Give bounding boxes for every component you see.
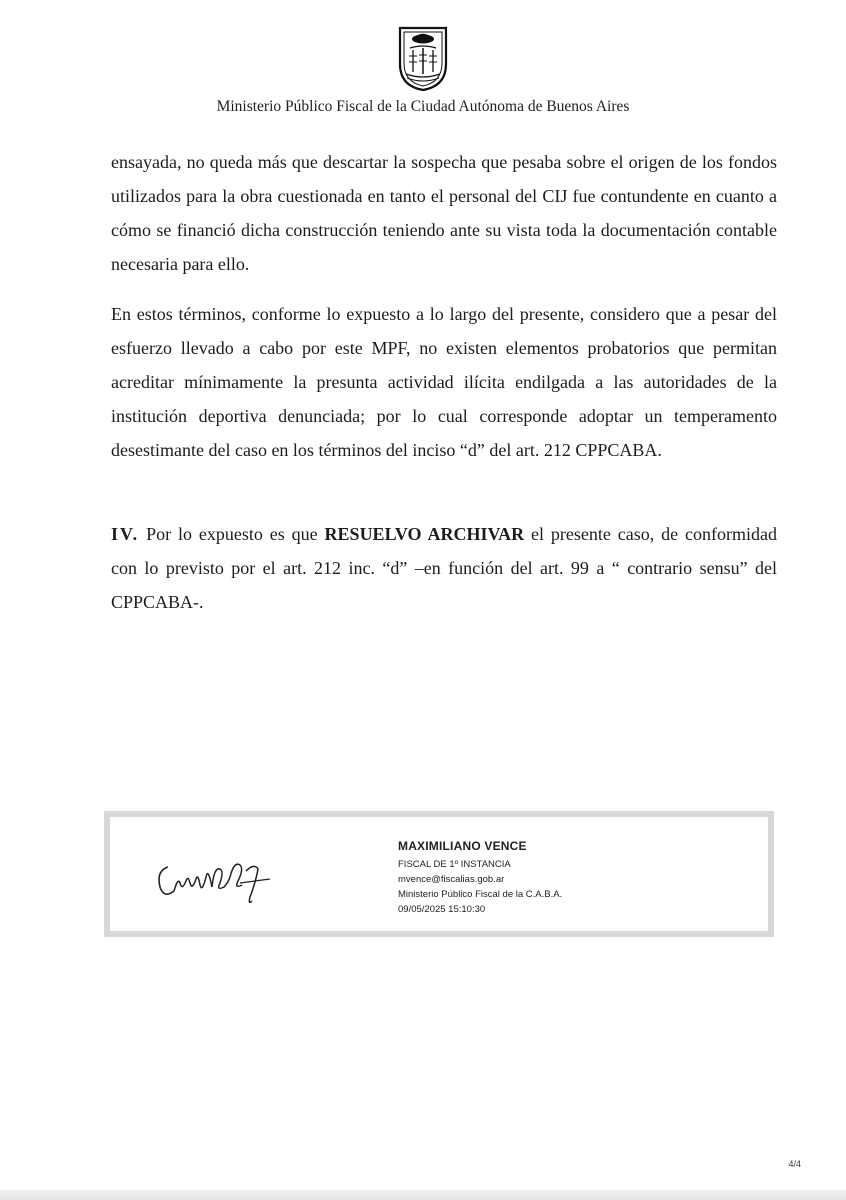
header-institution-title: Ministerio Público Fiscal de la Ciudad Autónoma de Buenos Aires <box>216 98 630 115</box>
body-paragraph-2: En estos términos, conforme lo expuesto a lo largo del presente, considero que a pesar del esfuerzo llevado a cabo por este MPF, no existen elementos probatorios que permitan acreditar mínimamente la presunta actividad ilícita endilgada a las autoridades de la institución deportiva denunciada; por lo cual corresponde adoptar un temperamento desestimante del caso en los términos del inciso “d” del art. 212 CPPCABA. <box>111 304 777 460</box>
handwritten-signature-icon <box>154 847 282 909</box>
coat-of-arms-icon <box>396 26 450 92</box>
digital-signature-box <box>104 811 774 937</box>
signer-details <box>398 839 562 917</box>
body-paragraph-3 <box>111 517 777 619</box>
resolution-intro: Por lo expuesto es que <box>146 524 318 544</box>
resolution-text: el presente caso, de conformidad con lo previsto por el art. 212 inc. “d” –en función del art. 99 a “ contrario sensu” del CPPCABA-. <box>111 524 778 612</box>
signer-role: FISCAL DE 1º INSTANCIA <box>398 859 511 870</box>
body-paragraph-1: ensayada, no queda más que descartar la sospecha que pesaba sobre el origen de los fondos utilizados para la obra cuestionada en tanto el personal del CIJ fue contundente en cuanto a cómo se financió dicha construcción teniendo ante su vista toda la documentación contable necesaria para ello. <box>111 152 777 274</box>
page-number: 4/4 <box>788 1159 801 1169</box>
resolution-decision: RESUELVO ARCHIVAR <box>324 524 525 544</box>
section-numeral: IV. <box>111 524 140 544</box>
signature-datetime: 09/05/2025 15:10:30 <box>398 904 486 915</box>
signer-office: Ministerio Público Fiscal de la C.A.B.A. <box>398 889 563 900</box>
page-edge <box>0 1190 846 1200</box>
signer-name: MAXIMILIANO VENCE <box>398 839 527 853</box>
signer-email: mvence@fiscalias.gob.ar <box>398 874 505 885</box>
